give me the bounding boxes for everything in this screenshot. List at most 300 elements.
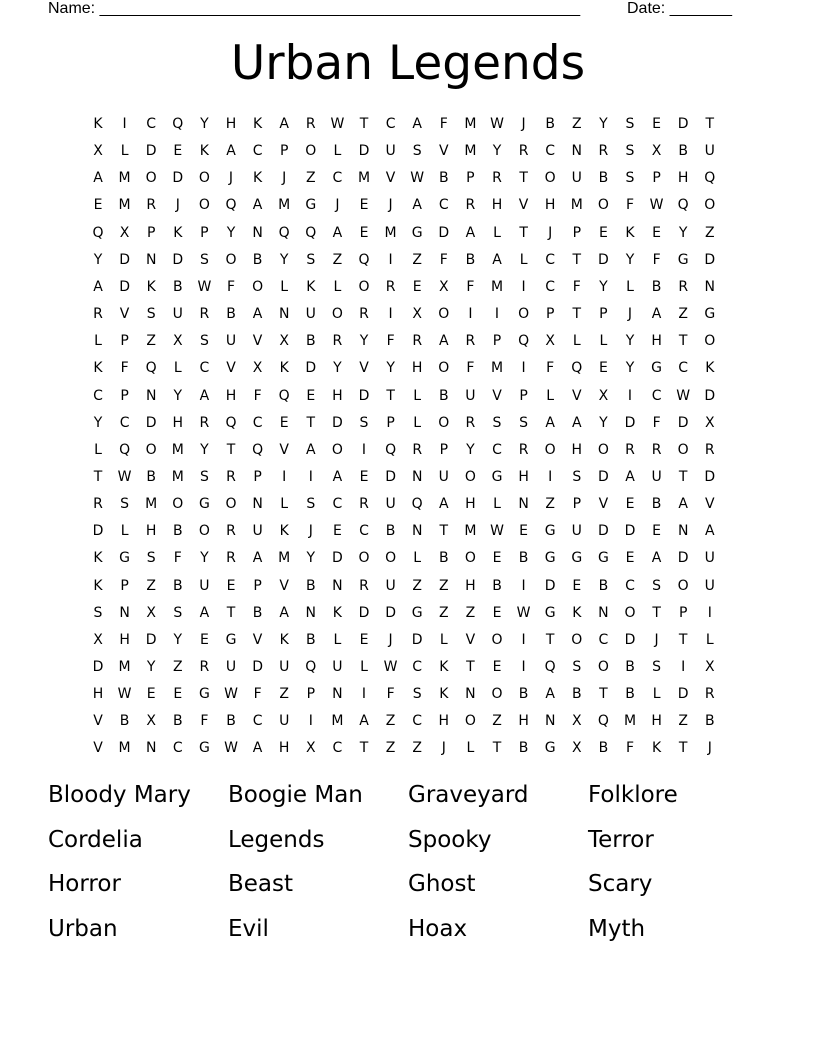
grid-letter[interactable]: A: [678, 496, 688, 513]
grid-letter[interactable]: E: [652, 523, 662, 540]
grid-letter[interactable]: X: [545, 333, 555, 350]
grid-letter[interactable]: C: [199, 360, 210, 377]
grid-letter[interactable]: S: [625, 116, 635, 132]
grid-letter[interactable]: X: [252, 360, 263, 377]
grid-letter[interactable]: Y: [625, 360, 635, 377]
grid-letter[interactable]: O: [597, 659, 609, 675]
grid-letter[interactable]: H: [651, 713, 662, 730]
grid-letter[interactable]: W: [490, 116, 504, 132]
grid-letter[interactable]: P: [652, 170, 661, 187]
name-field[interactable]: Name: ______________________________________________________: [48, 0, 581, 17]
grid-letter[interactable]: K: [93, 116, 103, 132]
grid-letter[interactable]: P: [678, 604, 688, 621]
grid-letter[interactable]: P: [120, 577, 129, 594]
grid-letter[interactable]: D: [145, 143, 157, 160]
grid-letter[interactable]: P: [200, 224, 209, 241]
grid-letter[interactable]: R: [678, 278, 689, 295]
grid-letter[interactable]: A: [572, 414, 582, 431]
grid-letter[interactable]: O: [331, 441, 343, 458]
grid-letter[interactable]: X: [651, 143, 662, 160]
grid-letter[interactable]: T: [466, 659, 475, 675]
grid-letter[interactable]: D: [598, 251, 609, 268]
grid-letter[interactable]: N: [571, 143, 583, 160]
grid-letter[interactable]: O: [597, 441, 609, 458]
grid-letter[interactable]: G: [119, 550, 131, 567]
grid-letter[interactable]: N: [332, 686, 343, 703]
grid-letter[interactable]: M: [490, 278, 504, 295]
grid-letter[interactable]: D: [598, 523, 609, 540]
grid-letter[interactable]: I: [681, 659, 686, 675]
grid-letter[interactable]: O: [252, 278, 264, 295]
grid-letter[interactable]: B: [651, 278, 662, 295]
grid-letter[interactable]: R: [412, 333, 423, 350]
grid-letter[interactable]: X: [279, 333, 289, 350]
grid-letter[interactable]: A: [359, 713, 369, 730]
grid-letter[interactable]: Q: [597, 713, 609, 730]
grid-letter[interactable]: N: [598, 604, 609, 621]
grid-letter[interactable]: A: [412, 116, 422, 132]
grid-letter[interactable]: W: [649, 197, 664, 214]
grid-letter[interactable]: E: [199, 631, 209, 648]
grid-letter[interactable]: T: [652, 604, 661, 621]
grid-letter[interactable]: Y: [279, 251, 289, 268]
grid-letter[interactable]: T: [519, 170, 528, 187]
grid-letter[interactable]: S: [519, 414, 529, 431]
grid-letter[interactable]: X: [572, 740, 582, 757]
grid-letter[interactable]: O: [491, 686, 503, 703]
grid-letter[interactable]: B: [226, 713, 236, 730]
grid-letter[interactable]: U: [172, 306, 183, 323]
grid-letter[interactable]: R: [359, 306, 369, 323]
grid-letter[interactable]: E: [598, 224, 608, 241]
grid-letter[interactable]: D: [305, 360, 317, 377]
grid-letter[interactable]: O: [571, 631, 583, 648]
grid-letter[interactable]: P: [306, 686, 316, 703]
grid-letter[interactable]: M: [357, 170, 371, 187]
grid-letter[interactable]: B: [172, 278, 183, 295]
grid-letter[interactable]: C: [545, 278, 556, 295]
grid-letter[interactable]: J: [707, 740, 712, 757]
grid-letter[interactable]: U: [651, 468, 662, 485]
grid-letter[interactable]: Q: [278, 224, 290, 241]
grid-letter[interactable]: T: [678, 631, 688, 648]
grid-letter[interactable]: V: [705, 496, 715, 513]
grid-letter[interactable]: T: [226, 604, 236, 621]
grid-letter[interactable]: B: [678, 143, 688, 160]
grid-letter[interactable]: U: [279, 713, 290, 730]
grid-letter[interactable]: K: [173, 224, 183, 241]
grid-letter[interactable]: H: [332, 387, 343, 404]
grid-letter[interactable]: Y: [386, 360, 395, 377]
grid-letter[interactable]: L: [280, 496, 289, 513]
grid-letter[interactable]: O: [145, 441, 157, 458]
grid-letter[interactable]: C: [412, 713, 423, 730]
grid-letter[interactable]: P: [545, 306, 555, 323]
grid-letter[interactable]: J: [282, 170, 287, 187]
grid-letter[interactable]: N: [411, 523, 423, 540]
grid-letter[interactable]: M: [118, 659, 131, 675]
grid-letter[interactable]: G: [198, 496, 210, 513]
grid-letter[interactable]: B: [438, 550, 449, 567]
grid-letter[interactable]: E: [625, 550, 635, 567]
grid-letter[interactable]: D: [544, 577, 556, 594]
grid-letter[interactable]: L: [280, 278, 289, 295]
grid-letter[interactable]: S: [492, 414, 502, 431]
grid-letter[interactable]: L: [413, 414, 422, 431]
grid-letter[interactable]: D: [438, 224, 450, 241]
grid-letter[interactable]: I: [521, 360, 526, 377]
grid-letter[interactable]: S: [625, 143, 635, 160]
grid-letter[interactable]: L: [705, 631, 714, 648]
grid-letter[interactable]: S: [572, 468, 582, 485]
grid-letter[interactable]: Z: [572, 116, 582, 132]
grid-letter[interactable]: E: [492, 659, 502, 675]
grid-letter[interactable]: V: [279, 441, 289, 458]
grid-letter[interactable]: K: [279, 631, 289, 648]
grid-letter[interactable]: Q: [385, 441, 397, 458]
grid-letter[interactable]: U: [571, 170, 582, 187]
grid-letter[interactable]: Y: [599, 414, 608, 431]
grid-letter[interactable]: Z: [705, 224, 715, 241]
grid-letter[interactable]: R: [93, 496, 103, 513]
grid-letter[interactable]: P: [120, 333, 129, 350]
grid-letter[interactable]: Z: [412, 251, 422, 268]
grid-letter[interactable]: O: [385, 550, 397, 567]
grid-letter[interactable]: J: [308, 523, 313, 540]
grid-letter[interactable]: G: [411, 224, 423, 241]
grid-letter[interactable]: L: [413, 550, 422, 567]
grid-letter[interactable]: G: [544, 550, 556, 567]
grid-letter[interactable]: K: [253, 170, 263, 187]
grid-letter[interactable]: D: [332, 550, 343, 567]
grid-letter[interactable]: D: [624, 523, 636, 540]
grid-letter[interactable]: M: [331, 713, 344, 730]
grid-letter[interactable]: I: [361, 686, 367, 703]
grid-letter[interactable]: B: [305, 333, 316, 350]
grid-letter[interactable]: H: [544, 197, 556, 214]
grid-letter[interactable]: Q: [544, 659, 556, 675]
grid-letter[interactable]: M: [278, 197, 291, 214]
grid-letter[interactable]: D: [677, 550, 689, 567]
grid-letter[interactable]: R: [465, 414, 476, 431]
grid-letter[interactable]: I: [707, 604, 712, 621]
grid-letter[interactable]: A: [252, 740, 263, 757]
grid-letter[interactable]: L: [94, 441, 102, 458]
grid-letter[interactable]: F: [173, 550, 182, 567]
grid-letter[interactable]: F: [625, 740, 635, 757]
grid-letter[interactable]: L: [360, 659, 368, 675]
grid-letter[interactable]: D: [677, 116, 689, 132]
grid-letter[interactable]: Z: [385, 713, 396, 730]
grid-letter[interactable]: J: [228, 170, 234, 187]
grid-letter[interactable]: C: [651, 387, 662, 404]
grid-letter[interactable]: P: [492, 333, 502, 350]
grid-letter[interactable]: Q: [92, 224, 104, 241]
grid-letter[interactable]: B: [252, 251, 263, 268]
grid-letter[interactable]: Y: [599, 116, 608, 132]
grid-letter[interactable]: H: [411, 360, 423, 377]
grid-letter[interactable]: S: [359, 414, 369, 431]
grid-letter[interactable]: U: [465, 387, 476, 404]
grid-letter[interactable]: U: [385, 496, 396, 513]
grid-letter[interactable]: R: [332, 333, 343, 350]
grid-letter[interactable]: S: [572, 659, 582, 675]
grid-letter[interactable]: G: [651, 360, 663, 377]
grid-letter[interactable]: R: [146, 197, 157, 214]
grid-letter[interactable]: O: [677, 441, 689, 458]
grid-letter[interactable]: A: [306, 441, 316, 458]
grid-letter[interactable]: A: [545, 686, 555, 703]
grid-letter[interactable]: G: [704, 306, 716, 323]
grid-letter[interactable]: Q: [677, 197, 689, 214]
grid-letter[interactable]: S: [306, 251, 316, 268]
grid-letter[interactable]: S: [412, 686, 422, 703]
grid-letter[interactable]: A: [332, 468, 343, 485]
grid-letter[interactable]: D: [358, 143, 370, 160]
grid-letter[interactable]: O: [464, 550, 476, 567]
grid-letter[interactable]: A: [412, 197, 422, 214]
grid-letter[interactable]: H: [651, 333, 662, 350]
grid-letter[interactable]: I: [494, 306, 500, 323]
grid-letter[interactable]: B: [252, 604, 263, 621]
grid-letter[interactable]: D: [119, 278, 130, 295]
grid-letter[interactable]: V: [252, 631, 263, 648]
grid-letter[interactable]: F: [625, 197, 635, 214]
grid-letter[interactable]: O: [624, 604, 636, 621]
grid-letter[interactable]: W: [224, 686, 238, 703]
grid-letter[interactable]: J: [388, 197, 393, 214]
grid-letter[interactable]: U: [279, 659, 290, 675]
grid-letter[interactable]: K: [253, 116, 263, 132]
grid-letter[interactable]: U: [305, 306, 316, 323]
grid-letter[interactable]: H: [465, 496, 476, 513]
grid-letter[interactable]: V: [492, 387, 502, 404]
grid-letter[interactable]: S: [652, 577, 662, 594]
grid-letter[interactable]: D: [172, 170, 184, 187]
grid-letter[interactable]: R: [518, 441, 529, 458]
grid-letter[interactable]: J: [388, 631, 393, 648]
grid-letter[interactable]: Y: [466, 441, 475, 458]
grid-letter[interactable]: O: [358, 550, 370, 567]
grid-letter[interactable]: D: [704, 468, 716, 485]
grid-letter[interactable]: F: [439, 251, 448, 268]
grid-letter[interactable]: O: [491, 631, 503, 648]
grid-letter[interactable]: A: [625, 468, 635, 485]
grid-letter[interactable]: C: [438, 197, 449, 214]
grid-letter[interactable]: X: [705, 659, 715, 675]
grid-letter[interactable]: E: [226, 577, 236, 594]
grid-letter[interactable]: R: [385, 278, 396, 295]
grid-letter[interactable]: K: [439, 659, 449, 675]
grid-letter[interactable]: B: [518, 550, 529, 567]
grid-letter[interactable]: U: [332, 659, 343, 675]
grid-letter[interactable]: O: [544, 441, 556, 458]
grid-letter[interactable]: W: [117, 686, 132, 703]
grid-letter[interactable]: Y: [333, 360, 342, 377]
grid-letter[interactable]: D: [119, 251, 130, 268]
grid-letter[interactable]: X: [146, 713, 156, 730]
grid-letter[interactable]: D: [145, 414, 157, 431]
grid-letter[interactable]: V: [93, 713, 103, 730]
grid-letter[interactable]: D: [677, 686, 689, 703]
grid-letter[interactable]: N: [465, 686, 476, 703]
grid-letter[interactable]: C: [146, 116, 157, 132]
grid-letter[interactable]: T: [492, 740, 502, 757]
grid-letter[interactable]: P: [466, 170, 475, 187]
grid-letter[interactable]: G: [677, 251, 689, 268]
grid-letter[interactable]: U: [252, 523, 263, 540]
grid-letter[interactable]: C: [332, 170, 343, 187]
grid-letter[interactable]: C: [678, 360, 689, 377]
grid-letter[interactable]: L: [333, 143, 342, 160]
grid-letter[interactable]: W: [410, 170, 425, 187]
grid-letter[interactable]: D: [252, 659, 263, 675]
grid-letter[interactable]: M: [171, 441, 184, 458]
grid-letter[interactable]: Y: [93, 251, 103, 268]
grid-letter[interactable]: T: [678, 740, 688, 757]
grid-letter[interactable]: B: [385, 523, 396, 540]
grid-letter[interactable]: E: [359, 197, 369, 214]
grid-letter[interactable]: Q: [305, 224, 317, 241]
grid-letter[interactable]: T: [572, 251, 582, 268]
grid-letter[interactable]: T: [572, 306, 582, 323]
grid-letter[interactable]: M: [570, 197, 583, 214]
grid-letter[interactable]: L: [173, 360, 182, 377]
grid-letter[interactable]: D: [172, 251, 184, 268]
grid-letter[interactable]: F: [200, 713, 209, 730]
grid-letter[interactable]: O: [225, 496, 237, 513]
grid-letter[interactable]: R: [492, 170, 502, 187]
grid-letter[interactable]: C: [332, 496, 343, 513]
grid-letter[interactable]: Y: [173, 631, 183, 648]
grid-letter[interactable]: E: [173, 686, 183, 703]
grid-letter[interactable]: Z: [412, 577, 422, 594]
grid-letter[interactable]: H: [438, 713, 450, 730]
grid-letter[interactable]: H: [465, 577, 476, 594]
grid-letter[interactable]: D: [598, 468, 609, 485]
grid-letter[interactable]: O: [677, 577, 689, 594]
grid-letter[interactable]: L: [120, 143, 129, 160]
grid-letter[interactable]: R: [465, 333, 476, 350]
grid-letter[interactable]: A: [279, 116, 289, 132]
grid-letter[interactable]: K: [625, 224, 635, 241]
grid-letter[interactable]: C: [93, 387, 103, 404]
grid-letter[interactable]: S: [199, 333, 209, 350]
grid-letter[interactable]: E: [173, 143, 183, 160]
grid-letter[interactable]: Y: [625, 251, 635, 268]
grid-letter[interactable]: Z: [492, 713, 502, 730]
grid-letter[interactable]: K: [93, 360, 103, 377]
grid-letter[interactable]: X: [412, 306, 422, 323]
grid-letter[interactable]: L: [493, 496, 501, 513]
grid-letter[interactable]: K: [93, 550, 103, 567]
grid-letter[interactable]: W: [516, 604, 531, 621]
grid-letter[interactable]: M: [464, 116, 477, 132]
grid-letter[interactable]: W: [330, 116, 345, 132]
grid-letter[interactable]: K: [332, 604, 342, 621]
grid-letter[interactable]: O: [172, 496, 184, 513]
grid-letter[interactable]: A: [332, 224, 343, 241]
grid-letter[interactable]: G: [491, 468, 503, 485]
grid-letter[interactable]: J: [441, 740, 446, 757]
grid-letter[interactable]: N: [145, 251, 157, 268]
grid-letter[interactable]: B: [598, 577, 609, 594]
grid-letter[interactable]: K: [146, 278, 156, 295]
grid-letter[interactable]: O: [704, 333, 716, 350]
grid-letter[interactable]: T: [306, 414, 316, 431]
grid-letter[interactable]: I: [548, 468, 553, 485]
grid-letter[interactable]: N: [278, 306, 290, 323]
grid-letter[interactable]: E: [93, 197, 103, 214]
grid-letter[interactable]: R: [226, 468, 236, 485]
grid-letter[interactable]: L: [652, 686, 661, 703]
grid-letter[interactable]: N: [411, 468, 423, 485]
grid-letter[interactable]: D: [358, 604, 370, 621]
grid-letter[interactable]: X: [439, 278, 449, 295]
grid-letter[interactable]: T: [386, 387, 395, 404]
grid-letter[interactable]: O: [145, 170, 157, 187]
grid-letter[interactable]: R: [199, 659, 210, 675]
grid-letter[interactable]: H: [225, 387, 237, 404]
grid-letter[interactable]: P: [120, 387, 129, 404]
grid-letter[interactable]: B: [438, 170, 449, 187]
grid-letter[interactable]: P: [572, 224, 582, 241]
grid-letter[interactable]: K: [572, 604, 582, 621]
grid-letter[interactable]: T: [545, 631, 555, 648]
grid-letter[interactable]: S: [146, 550, 156, 567]
grid-letter[interactable]: W: [383, 659, 398, 675]
grid-letter[interactable]: K: [279, 523, 289, 540]
grid-letter[interactable]: D: [332, 414, 343, 431]
grid-letter[interactable]: C: [119, 414, 130, 431]
grid-letter[interactable]: E: [146, 686, 156, 703]
grid-letter[interactable]: X: [572, 713, 582, 730]
grid-letter[interactable]: O: [358, 278, 370, 295]
grid-letter[interactable]: U: [704, 550, 715, 567]
grid-letter[interactable]: D: [385, 604, 396, 621]
grid-letter[interactable]: D: [624, 414, 636, 431]
grid-letter[interactable]: Q: [225, 414, 237, 431]
grid-letter[interactable]: T: [359, 116, 369, 132]
grid-letter[interactable]: Q: [225, 197, 237, 214]
grid-letter[interactable]: D: [704, 387, 716, 404]
grid-letter[interactable]: O: [597, 197, 609, 214]
grid-letter[interactable]: E: [359, 224, 369, 241]
grid-letter[interactable]: V: [518, 197, 529, 214]
grid-letter[interactable]: Z: [439, 577, 449, 594]
grid-letter[interactable]: R: [226, 523, 236, 540]
grid-letter[interactable]: E: [652, 116, 662, 132]
grid-letter[interactable]: P: [253, 468, 262, 485]
grid-letter[interactable]: Y: [200, 441, 209, 458]
grid-letter[interactable]: T: [439, 523, 449, 540]
grid-letter[interactable]: I: [361, 441, 367, 458]
grid-letter[interactable]: Z: [279, 686, 289, 703]
grid-letter[interactable]: P: [146, 224, 156, 241]
grid-letter[interactable]: F: [572, 278, 581, 295]
grid-letter[interactable]: F: [253, 387, 262, 404]
grid-letter[interactable]: E: [519, 523, 529, 540]
grid-letter[interactable]: C: [172, 740, 183, 757]
grid-letter[interactable]: T: [678, 468, 688, 485]
grid-letter[interactable]: G: [544, 740, 556, 757]
grid-letter[interactable]: A: [279, 604, 289, 621]
grid-letter[interactable]: V: [93, 740, 103, 757]
grid-letter[interactable]: A: [252, 550, 263, 567]
grid-letter[interactable]: S: [625, 170, 635, 187]
grid-letter[interactable]: Y: [200, 550, 209, 567]
grid-letter[interactable]: R: [199, 414, 210, 431]
